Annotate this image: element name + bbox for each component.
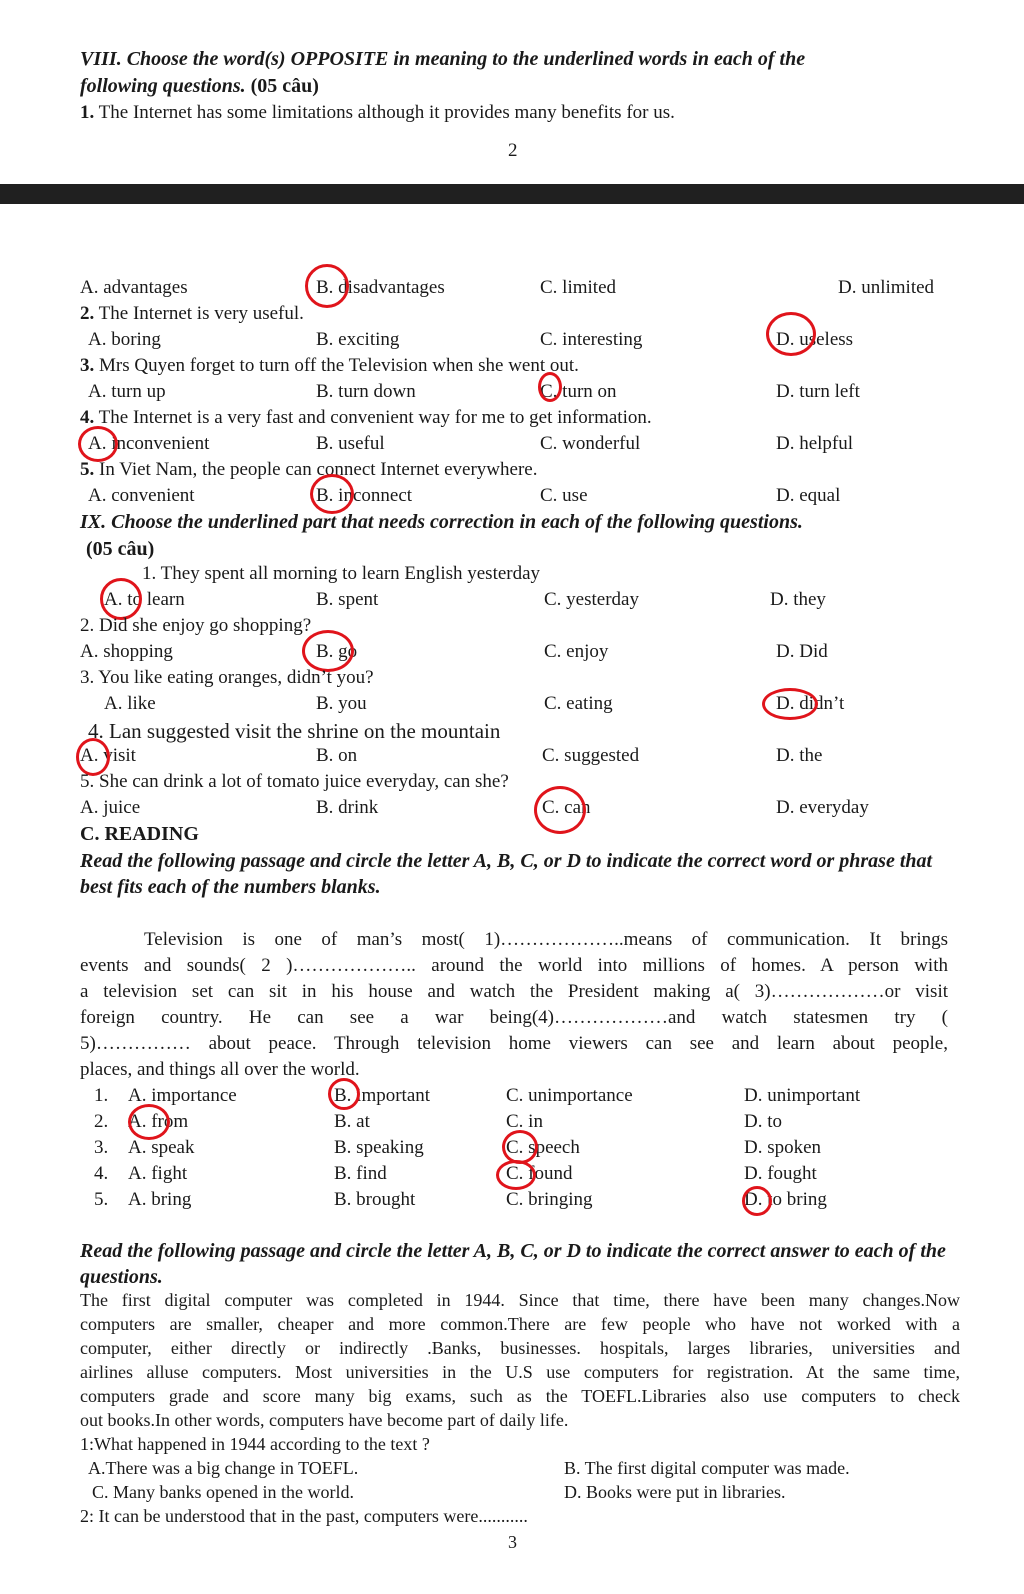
cloze-4-option-a: A. fight — [128, 1163, 188, 1184]
sec9-q2-option-b: B. go — [316, 641, 358, 662]
sec9-question-2: 2. Did she enjoy go shopping? — [80, 615, 312, 636]
sec9-question-5: 5. She can drink a lot of tomato juice everyday, can she? — [80, 771, 509, 792]
sec8-q5-option-c: C. use — [540, 485, 588, 506]
q-number: 1. — [80, 102, 95, 123]
sec8-q3-option-c: C. turn on — [540, 381, 617, 402]
answer-circle — [496, 1160, 536, 1190]
sec8-q3-option-b: B. turn down — [316, 381, 416, 402]
sec8-q4-option-c: C. wonderful — [540, 433, 641, 454]
sec8-question-3 — [80, 354, 579, 378]
section-viii-heading: VIII. Choose the word(s) OPPOSITE in meaning to the underlined words in each of the — [80, 48, 806, 70]
cloze-1-num: 1. — [94, 1085, 109, 1106]
q-number: 3. — [80, 355, 95, 376]
sec9-q3-option-c: C. eating — [544, 693, 613, 714]
answer-circle — [742, 1186, 772, 1216]
sec9-q3-option-a: A. like — [104, 693, 156, 714]
passage1-line: events and sounds( 2 )……………….. around the world into millions of homes. A person with — [80, 955, 948, 976]
sec8-q1-option-b: B. disadvantages — [316, 277, 445, 298]
cloze-2-num: 2. — [94, 1111, 109, 1132]
passage1-line: a television set can sit in his house and watch the President making a( 3)………………or visit — [80, 981, 948, 1002]
answer-circle — [78, 426, 118, 462]
sec8-q5-option-b: B. inconnect — [316, 485, 413, 506]
rq1-option-a: A.There was a big change in TOEFL. — [88, 1458, 359, 1478]
passage2-line: computers grade and score many big exams, such as the TOEFL.Libraries also use computers to check — [80, 1386, 960, 1406]
passage1-last-line: places, and things all over the world. — [80, 1059, 360, 1080]
rq1-option-c: C. Many banks opened in the world. — [92, 1482, 354, 1502]
reading-instruction-1: Read the following passage and circle the letter A, B, C, or D to indicate the correct word or phrase that best fits each of the numbers blanks. — [80, 850, 933, 898]
q-text: The Internet is a very fast and convenient way for me to get information. — [98, 407, 652, 428]
q-number: 2. — [80, 303, 95, 324]
sec9-q4-option-b: B. on — [316, 745, 358, 766]
rq1-option-b: B. The first digital computer was made. — [564, 1458, 850, 1478]
passage2-line: computers are smaller, cheaper and more common.There are few people who have not worked with a — [80, 1314, 960, 1334]
section-viii-heading-cont — [80, 74, 319, 98]
sec8-question-1 — [80, 101, 675, 125]
sec9-question-3: 3. You like eating oranges, didn’t you? — [80, 667, 374, 688]
answer-circle — [766, 312, 816, 356]
q-number: 5. — [80, 459, 95, 480]
sec9-q1-option-a: A. to learn — [104, 589, 185, 610]
passage2-last-line: out books.In other words, computers have become part of daily life. — [80, 1410, 569, 1430]
sec9-q4-option-d: D. the — [776, 745, 823, 766]
cloze-4-option-b: B. find — [334, 1163, 387, 1184]
answer-circle — [762, 688, 818, 720]
sec8-q5-option-d: D. equal — [776, 485, 841, 506]
q-text: The Internet has some limitations although it provides many benefits for us. — [94, 102, 675, 123]
sec8-q4-option-a: A. inconvenient — [88, 433, 210, 454]
passage2-line: airlines alluse computers. Most universities in the U.S use computers for registration. At the same time, — [80, 1362, 960, 1382]
sec9-q3-option-b: B. you — [316, 693, 367, 714]
cloze-4-option-c: C. found — [506, 1163, 573, 1184]
cloze-5-option-a: A. bring — [128, 1189, 192, 1210]
sec8-q1-option-c: C. limited — [540, 277, 616, 298]
section-ix-count: (05 câu) — [86, 538, 155, 560]
cloze-3-option-b: B. speaking — [334, 1137, 424, 1158]
sec9-q5-option-a: A. juice — [80, 797, 141, 818]
q-text: Mrs Quyen forget to turn off the Television when she went out. — [99, 355, 579, 376]
cloze-4-option-d: D. fought — [744, 1163, 817, 1184]
cloze-5-option-b: B. brought — [334, 1189, 416, 1210]
cloze-5-option-d: D. to bring — [744, 1189, 827, 1210]
sec9-question-4: 4. Lan suggested visit the shrine on the mountain — [88, 719, 501, 743]
reading-question-1: 1:What happened in 1944 according to the text ? — [80, 1434, 430, 1454]
cloze-2-option-a: A. from — [128, 1111, 189, 1132]
passage1-line: 5)…………… about peace. Through television home viewers can see and learn about people, — [80, 1033, 948, 1054]
cloze-3-option-a: A. speak — [128, 1137, 195, 1158]
passage1-line: foreign country. He can see a war being(4)………………and watch statesmen try ( — [80, 1007, 948, 1028]
rq1-option-d: D. Books were put in libraries. — [564, 1482, 786, 1502]
sec9-q2-option-a: A. shopping — [80, 641, 173, 662]
cloze-1-option-d: D. unimportant — [744, 1085, 861, 1106]
sec8-q4-option-b: B. useful — [316, 433, 385, 454]
sec8-q2-option-a: A. boring — [88, 329, 161, 350]
q-text: The Internet is very useful. — [98, 303, 304, 324]
q-number: 4. — [80, 407, 95, 428]
answer-circle — [128, 1104, 170, 1140]
sec9-q4-option-a: A. visit — [80, 745, 136, 766]
sec9-q4-option-c: C. suggested — [542, 745, 640, 766]
answer-circle — [305, 264, 349, 308]
passage1-line: Television is one of man’s most( 1)………………..means of communication. It brings — [144, 929, 948, 950]
cloze-3-option-d: D. spoken — [744, 1137, 822, 1158]
sec9-q1-option-b: B. spent — [316, 589, 379, 610]
cloze-5-num: 5. — [94, 1189, 109, 1210]
sec8-q4-option-d: D. helpful — [776, 433, 854, 454]
sec9-q5-option-d: D. everyday — [776, 797, 869, 818]
cloze-2-option-c: C. in — [506, 1111, 543, 1132]
heading-cont-count: (05 câu) — [245, 75, 319, 97]
page-break-bar — [0, 184, 1024, 204]
sec8-question-2 — [80, 302, 304, 326]
answer-circle — [310, 474, 354, 514]
sec8-q2-option-d: D. useless — [776, 329, 854, 350]
sec8-question-5 — [80, 458, 537, 482]
reading-title: C. READING — [80, 823, 199, 845]
sec9-q1-option-c: C. yesterday — [544, 589, 639, 610]
cloze-1-option-c: C. unimportance — [506, 1085, 633, 1106]
sec9-q2-option-c: C. enjoy — [544, 641, 609, 662]
cloze-1-option-a: A. importance — [128, 1085, 237, 1106]
sec8-q1-option-d: D. unlimited — [838, 277, 935, 298]
cloze-4-num: 4. — [94, 1163, 109, 1184]
sec8-q2-option-b: B. exciting — [316, 329, 400, 350]
sec8-question-4 — [80, 406, 652, 430]
heading-cont-text: following questions. — [80, 75, 246, 97]
answer-circle — [534, 786, 586, 834]
reading-question-2: 2: It can be understood that in the past, computers were........... — [80, 1506, 528, 1526]
section-ix-heading: IX. Choose the underlined part that needs correction in each of the following questions. — [80, 511, 803, 533]
sec9-q5-option-b: B. drink — [316, 797, 379, 818]
cloze-2-option-b: B. at — [334, 1111, 370, 1132]
cloze-3-option-c: C. speech — [506, 1137, 580, 1158]
sec9-q1-option-d: D. they — [770, 589, 826, 610]
sec8-q5-option-a: A. convenient — [88, 485, 195, 506]
answer-circle — [328, 1078, 360, 1110]
passage2-line: The first digital computer was completed in 1944. Since that time, there have been many changes.Now — [80, 1290, 960, 1310]
cloze-5-option-c: C. bringing — [506, 1189, 593, 1210]
cloze-3-num: 3. — [94, 1137, 109, 1158]
cloze-1-option-b: B. important — [334, 1085, 431, 1106]
passage2-line: computer, either directly or indirectly .Banks, businesses. hospitals, larges libraries, universities and — [80, 1338, 960, 1358]
reading-instruction-2: Read the following passage and circle the letter A, B, C, or D to indicate the correct answer to each of the questions. — [80, 1240, 946, 1288]
sec8-q2-option-c: C. interesting — [540, 329, 643, 350]
q-text: In Viet Nam, the people can connect Internet everywhere. — [99, 459, 538, 480]
sec9-q3-option-d: D. didn’t — [776, 693, 845, 714]
sec8-q3-option-a: A. turn up — [88, 381, 166, 402]
sec9-question-1: 1. They spent all morning to learn English yesterday — [142, 563, 541, 584]
sec9-q2-option-d: D. Did — [776, 641, 828, 662]
sec9-q5-option-c: C. can — [542, 797, 591, 818]
sec8-q3-option-d: D. turn left — [776, 381, 860, 402]
cloze-2-option-d: D. to — [744, 1111, 782, 1132]
answer-circle — [502, 1130, 538, 1164]
page-number-2: 2 — [508, 140, 518, 161]
answer-circle — [538, 372, 562, 402]
page-number-3: 3 — [508, 1532, 517, 1552]
sec8-q1-option-a: A. advantages — [80, 277, 188, 298]
